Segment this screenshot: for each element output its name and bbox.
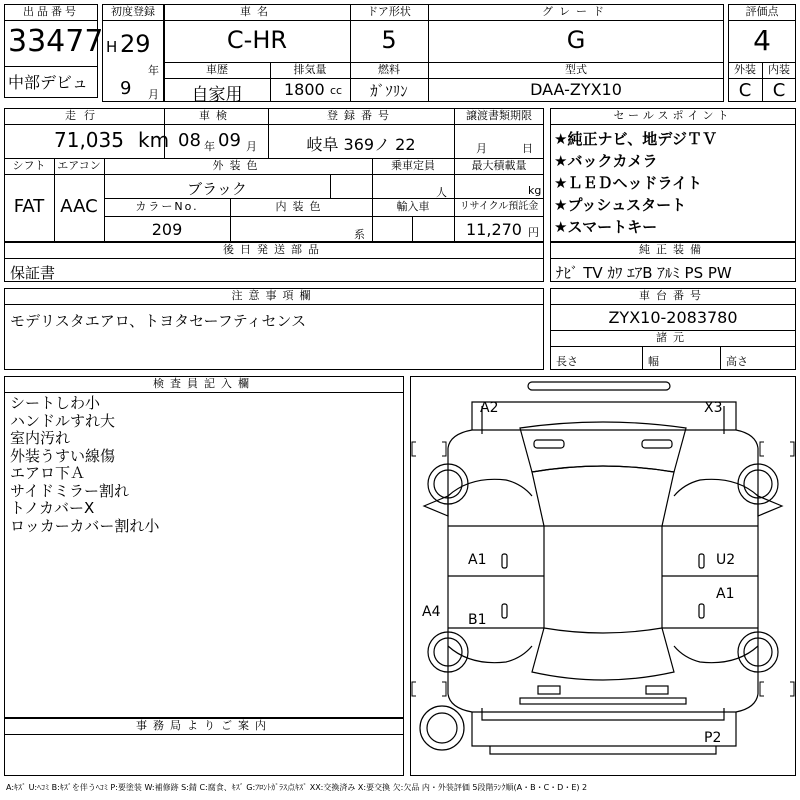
insp-month-unit: 月 — [246, 140, 257, 153]
legend: A:ｷｽﾞ U:ﾍｺﾐ B:ｷｽﾞを伴うﾍｺﾐ P:要塗装 W:補修跡 S:錆 C:腐食、ｷｽﾞ G:ﾌﾛﾝﾄｶﾞﾗｽ点ｷｽﾞ XX:交換済み X:要交換 欠:欠品 内・外装評価 5段階ﾗﾝｸ順(A・B・C・D・E) 2 — [6, 783, 588, 792]
model: DAA-ZYX10 — [530, 80, 622, 99]
month-unit: 月 — [148, 88, 159, 101]
inspection-note: ロッカーカバー割れ小 — [10, 516, 160, 535]
inspection-note: 室内汚れ — [10, 429, 71, 447]
first-reg-month: 9 — [120, 78, 132, 99]
color-no-label: カラーNo. — [135, 200, 199, 213]
car-name: C-HR — [226, 26, 288, 54]
damage-mark-left-door: A1 — [468, 552, 487, 568]
sales-points — [554, 128, 717, 238]
inspection-label: 車検 — [199, 109, 233, 122]
sales-point: ★ＬＥＤヘッドライト — [554, 174, 702, 192]
history: 自家用 — [191, 85, 243, 105]
capacity-unit: 人 — [436, 186, 447, 199]
shipping-label: 後日発送部品 — [223, 243, 325, 256]
score-label: 評価点 — [745, 5, 779, 18]
insp-year-unit: 年 — [204, 140, 215, 153]
car-diagram — [410, 376, 796, 776]
shift-label: シフト — [12, 159, 46, 172]
first-reg-year: 29 — [120, 30, 151, 58]
transfer-day-unit: 日 — [522, 142, 533, 155]
import-label: 輸入車 — [396, 200, 430, 213]
chassis-label: 車台番号 — [639, 289, 707, 302]
equipment-value: ﾅﾋﾞ TV ｶﾜ ｴｱB ｱﾙﾐ PS PW — [556, 264, 732, 282]
door-label: ドア形状 — [367, 5, 411, 18]
mileage: 71,035 — [54, 128, 124, 152]
debut-label: 中部デビュ — [8, 73, 89, 92]
ac: AAC — [60, 196, 98, 217]
notes-value: モデリスタエアロ、トヨタセーフティセンス — [10, 312, 307, 330]
score: 4 — [753, 24, 771, 57]
int-color-label: 内装色 — [275, 200, 327, 213]
sales-point: ★純正ナビ、地デジＴＶ — [554, 130, 717, 148]
ac-label: エアコン — [57, 159, 101, 172]
chassis-number: ZYX10-2083780 — [608, 308, 738, 327]
inspection-note: トノカバーX — [10, 499, 95, 517]
interior-label: 内装 — [768, 63, 790, 76]
height-label: 高さ — [726, 355, 748, 368]
grade-label: グレード — [542, 5, 610, 18]
registration-number: 岐阜 369ノ 22 — [306, 135, 416, 154]
inspection-notes — [10, 395, 159, 535]
history-label: 車歴 — [206, 63, 228, 76]
displacement-label: 排気量 — [293, 63, 327, 76]
exterior-label: 外装 — [734, 63, 756, 76]
inspection-note: 外装うすい線傷 — [10, 446, 116, 465]
transfer-month-unit: 月 — [476, 142, 487, 155]
length-label: 長さ — [556, 355, 578, 368]
doors: 5 — [381, 26, 397, 54]
model-label: 型式 — [565, 63, 587, 76]
damage-mark-right-rocker: A1 — [716, 586, 735, 602]
notes-label: 注意事項欄 — [231, 289, 317, 302]
lot-number: 33477 — [8, 24, 104, 59]
recycle-fee: 11,270 — [466, 220, 522, 239]
damage-mark-front-left: A2 — [480, 400, 499, 416]
damage-mark-front-right: X3 — [704, 400, 723, 416]
inspection-month: 09 — [218, 130, 241, 151]
sales-point: ★プッシュスタート — [554, 196, 687, 214]
year-unit: 年 — [148, 64, 159, 77]
int-color-unit: 系 — [354, 228, 365, 241]
grade: G — [566, 26, 586, 54]
color-number: 209 — [151, 220, 183, 239]
recycle-label: リサイクル預託金 — [459, 201, 539, 212]
fuel-label: 燃料 — [378, 63, 400, 76]
damage-mark-left-rocker: A4 — [422, 604, 441, 620]
lot-label: 出品番号 — [23, 5, 79, 18]
office-label: 事務局よりご案内 — [136, 719, 272, 732]
shipping-value: 保証書 — [10, 264, 56, 282]
inspection-note: サイドミラー割れ — [10, 481, 129, 500]
mileage-label: 走行 — [65, 109, 103, 122]
car-name-label: 車名 — [240, 5, 274, 18]
km-unit: km — [138, 128, 170, 152]
sales-point: ★スマートキー — [554, 218, 658, 236]
exterior-grade: C — [738, 80, 752, 101]
reg-label: 登録番号 — [327, 109, 395, 122]
capacity-label: 乗車定員 — [391, 159, 435, 172]
cc-unit: cc — [330, 84, 343, 97]
first-reg-label: 初度登録 — [111, 5, 155, 18]
inspection-note: シートしわ小 — [10, 394, 101, 412]
exterior-color: ブラック — [187, 180, 247, 198]
width-label: 幅 — [648, 355, 659, 368]
inspector-label: 検査員記入欄 — [153, 377, 255, 390]
inspection-note: エアロ下Ａ — [10, 464, 86, 482]
shift: FAT — [13, 196, 45, 217]
equipment-label: 純正装備 — [639, 243, 707, 256]
damage-mark-right-door: U2 — [716, 552, 736, 568]
damage-mark-rear: P2 — [704, 730, 722, 746]
dims-label: 諸元 — [656, 331, 690, 344]
inspection-year: 08 — [178, 130, 201, 151]
era: H — [106, 38, 118, 56]
sales-point: ★バックカメラ — [554, 152, 658, 170]
interior-grade: C — [772, 80, 786, 101]
load-unit: kg — [528, 184, 542, 197]
sales-label: セールスポイント — [613, 109, 733, 122]
transfer-label: 譲渡書類期限 — [466, 109, 532, 122]
load-label: 最大積載量 — [471, 159, 527, 172]
color-label: 外装色 — [212, 159, 264, 172]
inspection-note: ハンドルすれ大 — [10, 411, 116, 430]
damage-mark-left-rear-door: B1 — [468, 612, 487, 628]
displacement: 1800 — [284, 80, 325, 99]
fuel: ｶﾞｿﾘﾝ — [370, 82, 408, 100]
yen-unit: 円 — [528, 226, 539, 239]
